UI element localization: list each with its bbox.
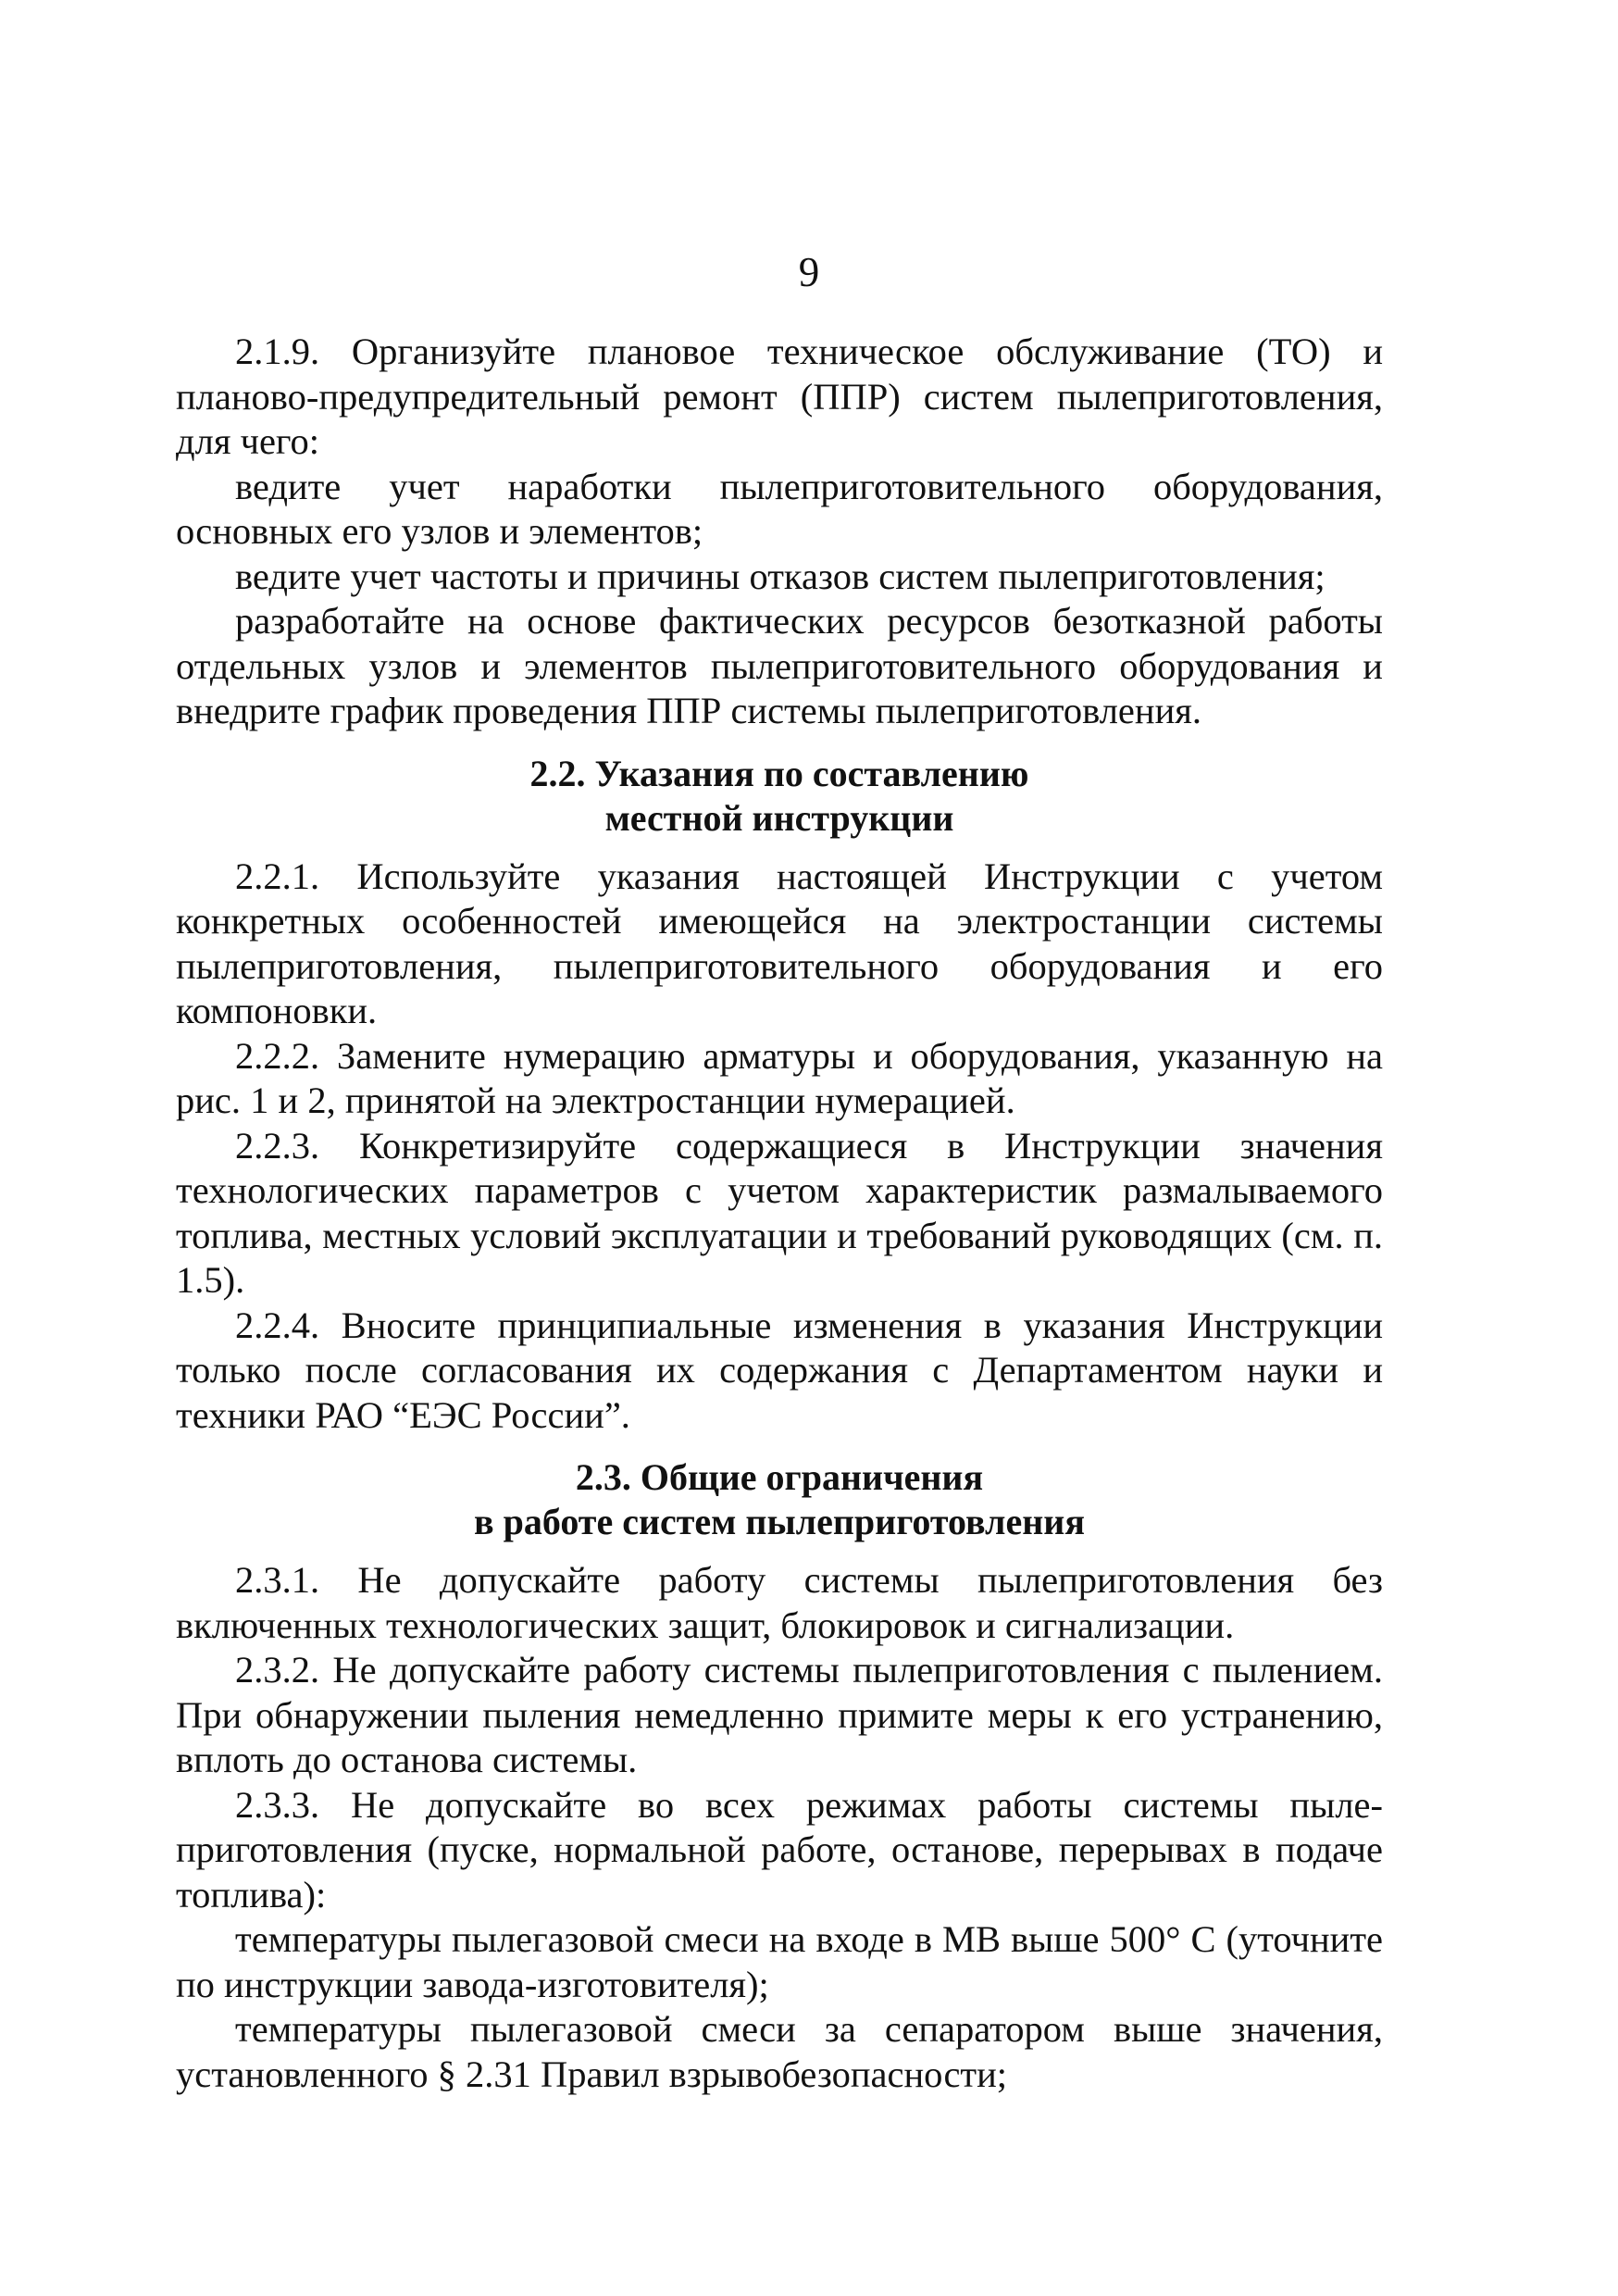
section-heading-line: в работе систем пылеприготовления: [474, 1501, 1085, 1542]
paragraph-2-1-9: 2.1.9. Организуйте плановое техническое обслуживание (ТО) и планово-предупредительный ремонт (ППР) систем пылеприготовления, для чего:: [176, 331, 1383, 462]
section-heading-line: 2.3. Общие ограничения: [575, 1456, 984, 1498]
paragraph-2-2-4: 2.2.4. Вносите принципиальные изменения в указания Инструкции только после согласования их содержания с Департаментом науки и техники РАО “ЕЭС России”.: [176, 1304, 1383, 1436]
paragraph-2-3-1: 2.3.1. Не допускайте работу системы пылеприготовления без включенных технологических защит, блокировок и сигнализации.: [176, 1559, 1383, 1646]
section-heading-2-2: [176, 752, 1383, 841]
section-heading-line: 2.2. Указания по составлению: [529, 752, 1029, 794]
list-item-mill-inlet-temperature: температуры пылегазовой смеси на входе в МВ выше 500° С (уточните по инструкции завода-изготовителя);: [176, 1918, 1383, 2005]
paragraph-2-3-3: 2.3.3. Не допускайте во всех режимах работы системы пылеприготовления (пуске, нормальной работе, останове, перерывах в подаче топлива):: [176, 1783, 1383, 1915]
paragraph-2-2-3: 2.2.3. Конкретизируйте содержащиеся в Инструкции значения технологических параметров с учетом характеристик размалываемого топлива, местных условий эксплуатации и требований руководящих (см. п. 1.5).: [176, 1124, 1383, 1301]
document-body: [176, 330, 1383, 2097]
list-item-failure-rate: ведите учет частоты и причины отказов систем пылеприготовления;: [235, 555, 1326, 597]
list-item-ppr-schedule: разработайте на основе фактических ресурсов безотказной работы отдельных узлов и элементов пылеприготовительного оборудования и внедрите график проведения ППР системы пылеприготовления.: [176, 600, 1383, 731]
paragraph-2-3-2: 2.3.2. Не допускайте работу системы пылеприготовления с пылением. При обнаружении пыления немедленно примите меры к его устранению, вплоть до останова системы.: [176, 1649, 1383, 1780]
section-heading-line: местной инструкции: [604, 796, 954, 839]
list-item-operating-time: ведите учет наработки пылеприготовительного оборудования, основных его узлов и элементов;: [176, 465, 1383, 552]
paragraph-2-2-1: 2.2.1. Используйте указания настоящей Инструкции с учетом конкретных особенностей имеющейся на электростанции системы пылеприготовления, пылеприготовительного оборудования и его компоновки.: [176, 855, 1383, 1031]
list-item-separator-temperature: температуры пылегазовой смеси за сепаратором выше значения, установленного § 2.31 Правил взрывобезопасности;: [176, 2008, 1383, 2095]
section-heading-2-3: [176, 1455, 1383, 1544]
page-number: 9: [798, 249, 820, 295]
paragraph-2-2-2: 2.2.2. Замените нумерацию арматуры и оборудования, указанную на рис. 1 и 2, принятой на электростанции нумерацией.: [176, 1034, 1383, 1121]
